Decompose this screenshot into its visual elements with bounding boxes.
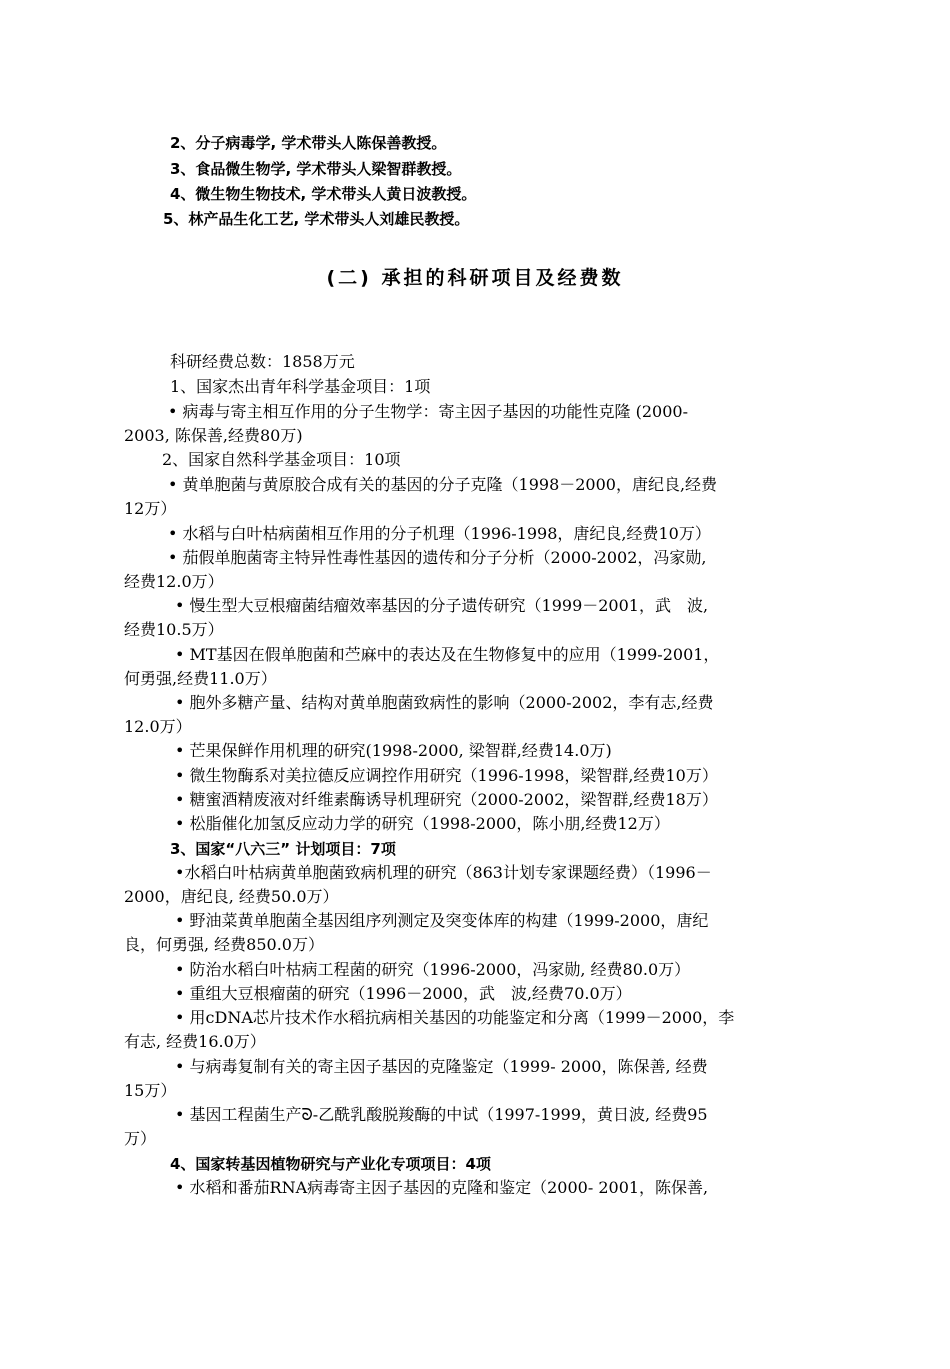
project-line: • 茄假单胞菌寄主特异性毒性基因的遗传和分子分析（2000-2002，冯家勋, [168, 548, 707, 567]
project-line: 有志, 经费16.0万） [124, 1032, 266, 1051]
category-heading: 3、国家“八六三” 计划项目：7项 [170, 840, 396, 858]
project-line: 何勇强,经费11.0万） [124, 669, 277, 688]
project-line: 经费12.0万） [124, 572, 224, 591]
project-line: • 基因工程菌生产ᘐ-乙酰乳酸脱羧酶的中试（1997-1999，黄日波, 经费95 [175, 1105, 708, 1124]
project-line: • 糖蜜酒精废液对纤维素酶诱导机理研究（2000-2002，梁智群,经费18万） [175, 790, 718, 809]
project-line: • 野油菜黄单胞菌全基因组序列测定及突变体库的构建（1999-2000，唐纪 [175, 911, 709, 930]
category-heading: 1、国家杰出青年科学基金项目：1项 [170, 377, 431, 396]
project-line: • 胞外多糖产量、结构对黄单胞菌致病性的影响（2000-2002，李有志,经费 [175, 693, 714, 712]
category-heading: 2、国家自然科学基金项目：10项 [162, 450, 401, 469]
project-line: • 与病毒复制有关的寄主因子基因的克隆鉴定（1999- 2000，陈保善, 经费 [175, 1057, 708, 1076]
project-line: • MT基因在假单胞菌和苎麻中的表达及在生物修复中的应用（1999-2001， [175, 645, 720, 664]
category-heading: 4、国家转基因植物研究与产业化专项项目：4项 [170, 1155, 491, 1173]
project-line: • 水稻与白叶枯病菌相互作用的分子机理（1996-1998，唐纪良,经费10万） [168, 524, 711, 543]
project-line: 万） [124, 1129, 157, 1148]
project-line: • 重组大豆根瘤菌的研究（1996－2000，武 波,经费70.0万） [175, 984, 632, 1003]
project-line: • 黄单胞菌与黄原胶合成有关的基因的分子克隆（1998－2000，唐纪良,经费 [168, 475, 718, 494]
project-line: • 慢生型大豆根瘤菌结瘤效率基因的分子遗传研究（1999－2001，武 波, [175, 596, 709, 615]
project-line: 2003, 陈保善,经费80万) [124, 426, 303, 445]
leader-item: 2、分子病毒学, 学术带头人陈保善教授。 [170, 134, 447, 152]
funding-total: 科研经费总数：1858万元 [170, 352, 355, 371]
project-line: • 微生物酶系对美拉德反应调控作用研究（1996-1998，梁智群,经费10万） [175, 766, 718, 785]
project-line: 良，何勇强, 经费850.0万） [124, 935, 324, 954]
project-line: • 用cDNA芯片技术作水稻抗病相关基因的功能鉴定和分离（1999－2000，李 [175, 1008, 735, 1027]
project-line: • 水稻和番茄RNA病毒寄主因子基因的克隆和鉴定（2000- 2001，陈保善, [175, 1178, 709, 1197]
project-line: •水稻白叶枯病黄单胞菌致病机理的研究（863计划专家课题经费）（1996－ [175, 863, 712, 882]
project-line: 2000，唐纪良, 经费50.0万） [124, 887, 339, 906]
project-line: 12万） [124, 499, 177, 518]
leader-item: 4、微生物生物技术, 学术带头人黄日波教授。 [170, 185, 477, 203]
leader-item: 3、食品微生物学, 学术带头人梁智群教授。 [170, 160, 462, 178]
project-line: • 芒果保鲜作用机理的研究(1998-2000, 梁智群,经费14.0万) [175, 741, 612, 760]
project-line: • 病毒与寄主相互作用的分子生物学：寄主因子基因的功能性克隆 (2000- [168, 402, 688, 421]
project-line: 经费10.5万） [124, 620, 224, 639]
project-line: • 防治水稻白叶枯病工程菌的研究（1996-2000，冯家勋, 经费80.0万） [175, 960, 691, 979]
section-title: (二) 承担的科研项目及经费数 [326, 267, 624, 289]
leader-item: 5、林产品生化工艺, 学术带头人刘雄民教授。 [163, 210, 470, 228]
project-line: 12.0万） [124, 717, 192, 736]
project-line: • 松脂催化加氢反应动力学的研究（1998-2000，陈小朋,经费12万） [175, 814, 670, 833]
project-line: 15万） [124, 1081, 177, 1100]
